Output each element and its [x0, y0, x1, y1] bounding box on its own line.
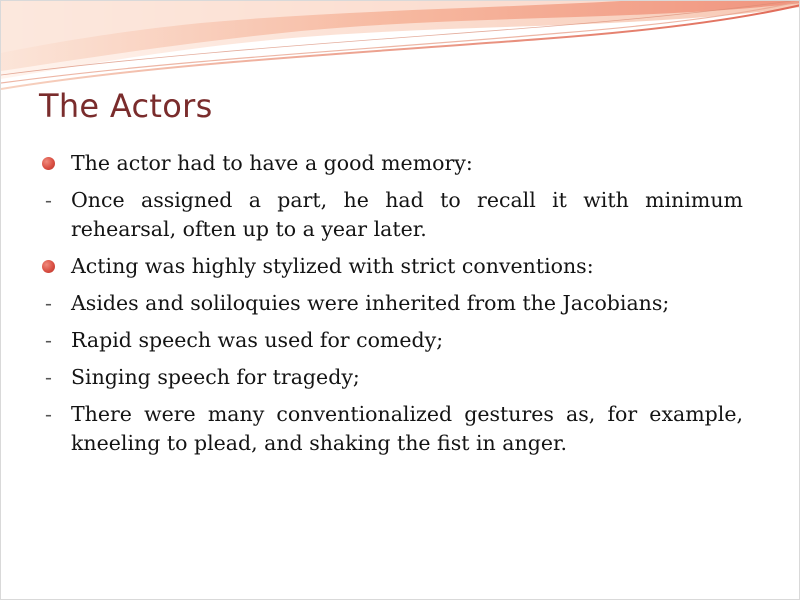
list-item [41, 326, 743, 355]
list-item [41, 149, 743, 178]
list-item-text: Singing speech for tragedy; [71, 365, 360, 389]
dash-bullet-icon: - [45, 291, 52, 315]
list-item [41, 363, 743, 392]
list-item [41, 400, 743, 458]
dash-bullet-icon: - [45, 365, 52, 389]
list-item-text: There were many conventionalized gestures as, for example, kneeling to plead, and shaking the fist in anger. [71, 402, 743, 455]
list-item-text: Acting was highly stylized with strict conventions: [71, 254, 594, 278]
list-item-text: Asides and soliloquies were inherited from the Jacobians; [71, 291, 670, 315]
list-item-text: The actor had to have a good memory: [71, 151, 473, 175]
list-item [41, 289, 743, 318]
bullet-list [41, 149, 743, 466]
list-item-text: Once assigned a part, he had to recall it with minimum rehearsal, often up to a year later. [71, 188, 743, 241]
dash-bullet-icon: - [45, 402, 52, 426]
list-item-text: Rapid speech was used for comedy; [71, 328, 444, 352]
list-item [41, 186, 743, 244]
decorative-wave-banner [1, 1, 800, 101]
slide-title: The Actors [39, 87, 213, 125]
dash-bullet-icon: - [45, 328, 52, 352]
list-item [41, 252, 743, 281]
dot-bullet-icon [42, 260, 55, 273]
dot-bullet-icon [42, 157, 55, 170]
dash-bullet-icon: - [45, 188, 52, 212]
